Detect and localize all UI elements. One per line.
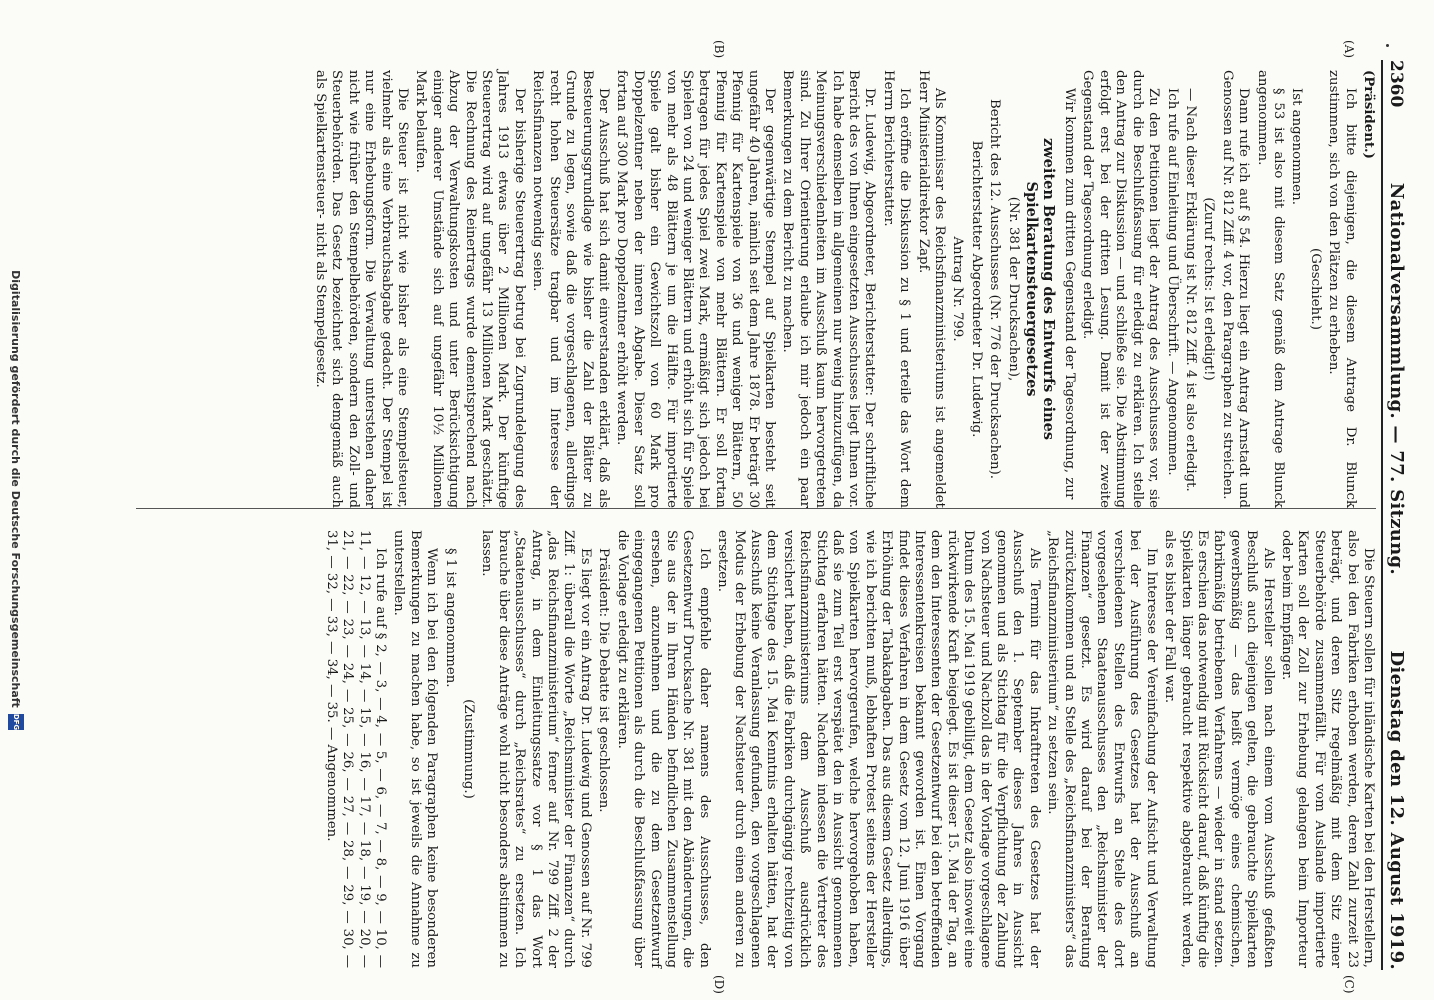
paragraph: Der Ausschuß hat sich damit einverstanden erklärt, daß als Besteuerungsgrundlage wie bisher die Zahl der Blätter zu Grunde zu legen, sowie daß die vorgeschlagenen, allerdings recht hohen Steuersätze tragbar und im Interesse der Reichsfinanzen notwendig seien. [530,70,611,508]
page-header [1381,60,1416,970]
paragraph: Ist angenommen. [1289,88,1305,205]
stage-direction: (Geschieht.) [1307,248,1323,330]
speech-paragraph: Dr. Ludewig, Abgeordneter, Berichterstatter: Der schriftliche Bericht des von Ihnen eingesetzten Ausschusses liegt Ihnen vor. Ich habe demselben im allgemeinen nur wenig hinzuzufügen, da Meinungsverschiedenheiten im Ausschuß kaum hervorgetreten sind. Zu Ihrer Orientierung erlaube ich mir jedoch ein paar Bemerkungen zu dem Bericht zu machen. [780,70,878,508]
margin-marker-c: (C) [1342,975,1356,994]
right-column [320,530,1376,968]
paragraph: Als Kommissar des Reichsfinanzministeriums ist angemeldet Herr Ministerialdirektor Zapf. [915,70,948,508]
paragraph: Es liegt vor ein Antrag Dr. Ludewig und Genossen auf Nr. 799 Ziff. 1: überall die Worte „Reichsminister der Finanzen“ durch „das Reichsfinanzministerium“ ferner auf Nr. 799 Ziff. 2 der Antrag, in dem Einleitungssatze vor § 1 das Wort „Staatenausschusses“ durch „Reichsrates“ zu ersetzen. Ich brauche über diese Anträge wohl nicht besonders abstimmen zu lassen. [479,530,593,968]
paragraph: Der bisherige Steuerertrag betrug bei Zugrundelegung des Jahres 1913 etwas über 2 Millionen Mark. Der künftige Steuerertrag wird auf ungefähr 13 Millionen Mark geschätzt. Die Rechnung des Reinertrags wurde dementsprechend nach Abzug der Verwaltungskosten und unter Berücksichtigung einiger anderer Umstände sich auf ungefähr 10½ Millionen Mark belaufen. [413,70,527,508]
column-divider [136,508,1376,509]
paragraph: Zu den Petitionen liegt der Antrag des Ausschusses vor, sie durch die Beschlußfassung für erledigt zu erklären. Ich stelle den Antrag zur Diskussion — und schließe sie. Die Abstimmung erfolgt erst bei der dritten Lesung. Damit ist der zweite Gegenstand der Tagesordnung erledigt. [1080,70,1162,508]
stage-direction: (Zuruf rechts: Ist erledigt!) [1201,197,1217,381]
paragraph: Ich rufe auf § 2, — 3, — 4, — 5, — 6, — 7, — 8, — 9, — 10, — 11, — 12, — 13, — 14, — 15, — 16, — 17, — 18, — 19, — 20, — 21, — 22, — 23, — 24, — 25, — 26, — 27, — 28, — 29, — 30, — 31, — 32, — 33, — 34, — 35. — Angenommen. [323,530,389,968]
paragraph: Als Termin für das Inkrafttreten des Gesetzes hat der Ausschuß den 1. September dieses Jahres in Aussicht genommen und als Stichtag für die Verpflichtung der Zahlung von Nachsteuer und Nachzoll das in der Vorlage vorgeschlagene Datum des 15. Mai 1919 gebilligt, dem Gesetz also insoweit eine rückwirkende Kraft beigelegt. Es ist dieser 15. Mai der Tag, an dem den Interessenten der Gesetzentwurf bei den betreffenden Interessentenkreisen bekannt geworden ist. Einen Vorgang findet dieses Verfahren in dem Gesetz vom 12. Juni 1916 über Erhöhung der Tabakabgaben. Das aus diesem Gesetz allerdings, wie ich berichten muß, lebhaften Protest seitens der Hersteller von Spielkarten hervorgerufen, welche hervorgehoben haben, daß sie zum Teil erst verspätet den in Aussicht genommenen Stichtag erfahren hätten. Nachdem indessen die Vertreter des Reichsfinanzministeriums dem Ausschuß ausdrücklich versichert haben, daß die Fabriken durchgängig rechtzeitig von dem Stichtage des 15. Mai Kenntnis erhalten hätten, hat der Ausschuß keine Veranlassung gefunden, den vorgeschlagenen Modus der Erhebung der Nachsteuer durch einen anderen zu ersetzen. [715,530,1042,968]
stray-mark [1386,44,1389,47]
paragraph: — Nach dieser Erklärung ist Nr. 812 Ziff. 4 ist also erledigt. [1182,88,1198,492]
paragraph: Wenn ich bei den folgenden Paragraphen keine besonderen Bemerkungen zu machen habe, so ist jeweils die Annahme zu unterstellen. [391,530,440,968]
margin-marker-b: (B) [712,40,726,59]
agenda-heading: zweiten Beratung des Entwurfs eines Spielkartensteuergesetzes [1022,137,1057,441]
margin-marker-d: (D) [712,975,726,994]
paragraph: Ich bitte diejenigen, die diesem Antrage Dr. Blunck zustimmen, sich von den Plätzen zu erheben. [1326,70,1358,508]
page-footer [4,0,28,1000]
stage-direction: (Zustimmung.) [461,699,477,799]
page-number: 2360 [1386,60,1406,108]
speaker-label: (Präsident.) [1361,70,1376,159]
left-column [310,70,1376,508]
paragraph: Berichterstatter Abgeordneter Dr. Ludewig. [968,140,984,438]
digitization-credit: Digitalisierung gefördert durch die Deutsche Forschungsgemeinschaft [9,270,23,708]
paragraph: Ich rufe auf Einleitung und Überschrift. — Angenommen. [1164,88,1180,476]
paragraph: (Nr. 381 der Drucksachen), [1005,196,1021,382]
paragraph: § 1 ist angenommen. [442,548,458,688]
dfg-logo-icon: DFG [8,714,24,730]
paragraph: Ich empfehle daher namens des Ausschusses, den Gesetzentwurf Drucksache Nr. 381 mit den Abänderungen, die Sie aus der in Ihren Händen befindlichen Zusammenstellung ersehen, anzunehmen und die zu dem Gesetzentwurf eingegangenen Petitionen als durch die Beschlußfassung über die Vorlage erledigt zu erklären. [614,530,712,968]
session-title: Nationalversammlung. — 77. Sitzung. [1386,182,1407,575]
paragraph: Bericht des 12. Ausschusses (Nr. 776 der Drucksachen). [987,98,1003,480]
paragraph: Der gegenwärtige Stempel auf Spielkarten besteht seit ungefähr 40 Jahren, nämlich seit dem Jahre 1878. Er beträgt 30 Pfennig für Kartenspiele von 36 und weniger Blättern, 50 Pfennig für Kartenspiele von mehr Blättern. Er soll fortan betragen für jedes Spiel zwei Mark, ermäßigt sich jedoch bei Spielen von 24 und weniger Blättern und erhöht sich für Spiele von mehr als 48 Blättern je um die Hälfte. Für importierte Spiele galt bisher ein Gewichtszoll von 60 Mark pro Doppelzentner neben der inneren Abgabe. Dieser Satz soll fortan auf 300 Mark pro Doppelzentner erhöht werden. [614,70,777,508]
paragraph: Im Interesse der Vereinfachung der Aufsicht und Verwaltung bei der Ausführung des Gesetzes hat der Ausschuß an verschiedenen Stellen des Entwurfs an Stelle des dort vorgesehenen Staatenausschusses den „Reichsminister der Finanzen“ gesetzt. Es wird darauf bei der Beratung zurückzukommen und an Stelle des „Reichsfinanzministers“ das „Reichsfinanzministerium“ zu setzen sein. [1045,530,1159,968]
paragraph: Ich eröffne die Diskussion zu § 1 und erteile das Wort dem Herrn Berichterstatter. [880,70,913,508]
speech-paragraph: Präsident: Die Debatte ist geschlossen. [596,548,612,813]
margin-marker-a: (A) [1342,40,1356,59]
paragraph: Die Steuern sollen für inländische Karten bei den Herstellern, also bei den Fabriken erhoben werden, deren Zahl zurzeit 23 beträgt, und deren Sitz regelmäßig mit dem Sitz einer Steuerbehörde zusammenfällt. Für vom Auslande importierte Karten soll der Zoll zur Erhebung gelangen beim Importeur oder beim Empfänger. [1278,530,1376,968]
session-date: Dienstag den 12. August 1919. [1386,650,1407,970]
paragraph: Die Steuer ist nicht wie bisher als eine Stempelsteuer, vielmehr als eine Verbrauchsabgabe gedacht. Der Stempel ist nur eine Erhebungsform. Die Verwaltung unterstehen daher nicht wie früher den Stempelbehörden, sondern den Zoll- und Steuerbehörden. Das Gesetz bezeichnet sich demgemäß auch als Spielkartensteuer- nicht als Stempelgesetz. [313,70,411,508]
paragraph: § 53 ist also mit diesem Satz gemäß dem Antrage Blunck angenommen. [1254,70,1286,508]
paragraph: Wir kommen zum dritten Gegenstand der Tagesordnung, zur [1062,88,1078,500]
paragraph: Als Hersteller sollen nach einem vom Ausschuß gefaßten Beschluß auch diejenigen gelten, die gebrauchte Spielkarten gewerbsmäßig — das heißt vermöge eines chemischen, fabrikmäßig betriebenen Verfahrens — wieder in stand setzen. Es erschien das notwendig mit Rücksicht darauf, daß künftig die Spielkarten länger gebraucht respektive abgebraucht werden, als es bisher der Fall war. [1162,530,1276,968]
paragraph: Antrag Nr. 799. [950,236,966,342]
paragraph: Dann rufe ich auf § 54. Hierzu liegt ein Antrag Arnstadt und Genossen auf Nr. 812 Ziff. 4 vor, den Paragraphen zu streichen. [1219,70,1252,508]
